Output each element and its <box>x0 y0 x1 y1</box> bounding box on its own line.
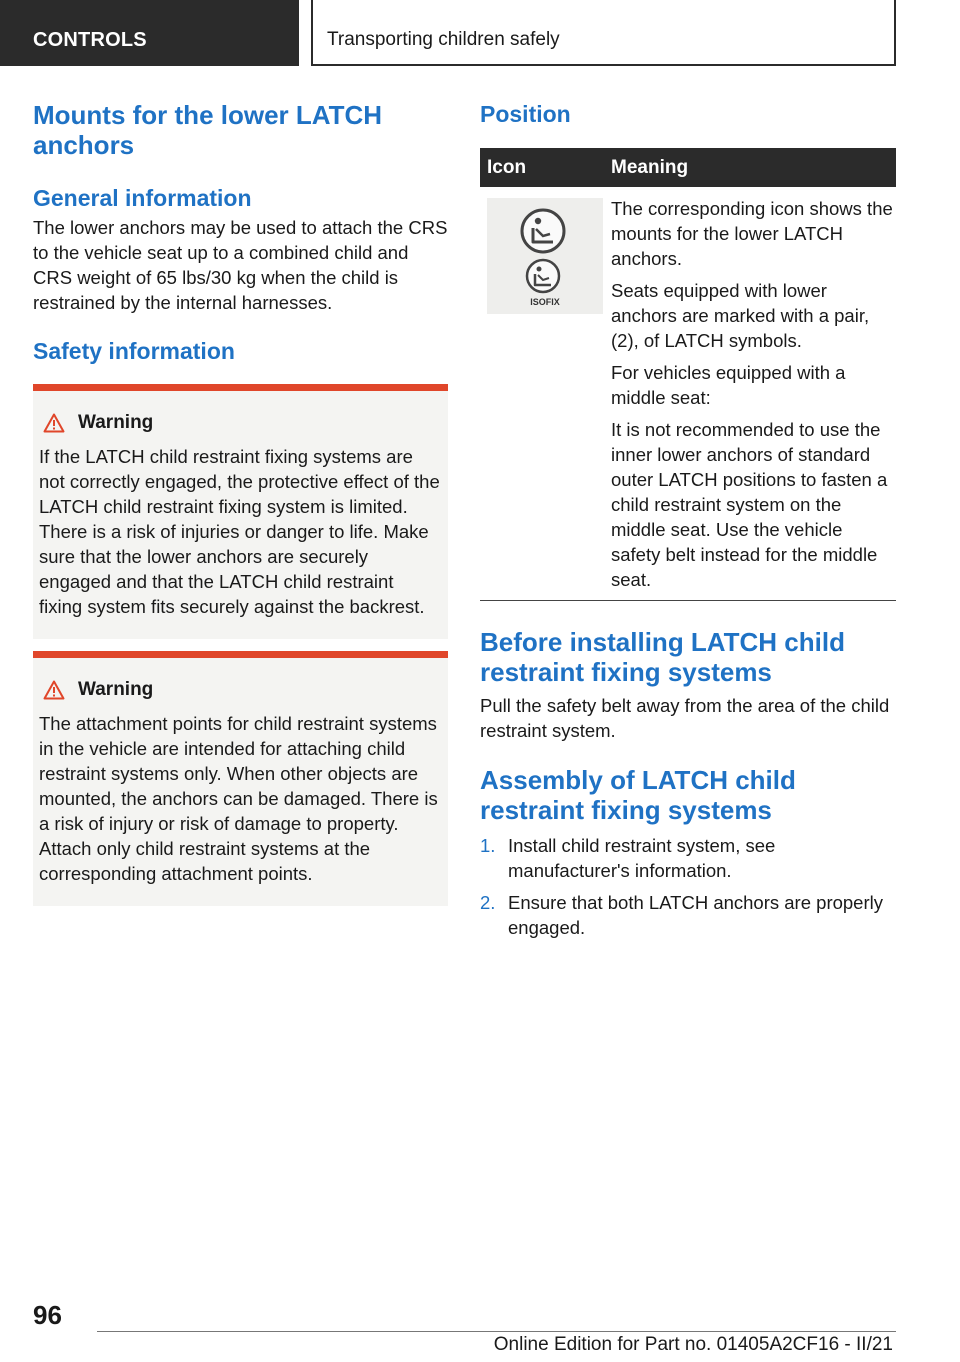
before-heading: Before installing LATCH child restraint fixing systems <box>480 627 845 687</box>
warning-box <box>33 651 448 906</box>
page-title: Mounts for the lower LATCH anchors <box>33 100 383 160</box>
general-heading: General information <box>33 185 252 211</box>
meaning-paragraph: The corresponding icon shows the mounts for the lower LATCH anchors. <box>611 198 893 269</box>
meaning-paragraph: It is not recommended to use the inner lower anchors of standard outer LATCH positions to fasten a child restraint system on the middle seat. Use the vehicle safety belt instead for the middle seat. <box>611 419 888 590</box>
latch-symbol-icon <box>487 198 603 314</box>
warning-triangle-icon <box>43 413 65 433</box>
meaning-paragraph: For vehicles equipped with a middle seat: <box>611 362 846 408</box>
warning-title-text: Warning <box>78 679 154 700</box>
warning-title-text: Warning <box>78 412 154 433</box>
safety-heading: Safety information <box>33 338 235 364</box>
warning-triangle-icon <box>43 680 65 700</box>
warning-box <box>33 384 448 639</box>
before-text: Pull the safety belt away from the area of the child restraint system. <box>480 695 890 741</box>
warning-text: If the LATCH child restraint fixing systems are not correctly engaged, the protective effect of the LATCH child restraint fixing system is limited. There is a risk of injuries or danger to life. Make sure that the lower anchors are securely engaged and that the LATCH child restraint fixing system fits securely against the backrest. <box>39 446 440 617</box>
meaning-paragraph: Seats equipped with lower anchors are marked with a pair, (2), of LATCH symbols. <box>611 280 870 351</box>
step-text: Ensure that both LATCH anchors are properly engaged. <box>508 892 883 938</box>
list-item <box>480 890 896 940</box>
list-item <box>480 833 896 883</box>
icon-cell <box>480 196 611 592</box>
isofix-label: ISOFIX <box>530 297 560 307</box>
edition-info: Online Edition for Part no. 01405A2CF16 - II/21 <box>493 1334 893 1355</box>
table-row <box>480 187 896 601</box>
column-header-meaning: Meaning <box>611 156 689 178</box>
table-header <box>480 148 896 187</box>
footer-divider <box>97 1331 896 1332</box>
column-header-icon: Icon <box>487 156 527 178</box>
icon-table <box>480 148 896 601</box>
assembly-heading: Assembly of LATCH child restraint fixing systems <box>480 765 796 825</box>
section-tab: CONTROLS <box>0 0 299 66</box>
chapter-tab: Transporting children safely <box>311 0 896 66</box>
warning-title <box>39 411 440 435</box>
warning-text: The attachment points for child restraint systems in the vehicle are intended for attaching child restraint systems only. When other objects are mounted, the anchors can be damaged. There is a risk of injury or risk of damage to property. Attach only child restraint systems at the corresponding attachment points. <box>39 713 438 884</box>
right-column <box>480 100 896 940</box>
page-number: 96 <box>33 1300 62 1330</box>
position-heading: Position <box>480 101 571 127</box>
steps-list <box>480 833 896 940</box>
step-number: 2. <box>480 892 496 913</box>
left-column <box>33 100 448 906</box>
meaning-cell <box>611 196 896 592</box>
step-number: 1. <box>480 835 496 856</box>
general-text: The lower anchors may be used to attach the CRS to the vehicle seat up to a combined child and CRS weight of 65 lbs/30 kg when the child is restrained by the internal harnesses. <box>33 217 448 313</box>
step-text: Install child restraint system, see manufacturer's information. <box>508 835 776 881</box>
warning-title <box>39 678 440 702</box>
